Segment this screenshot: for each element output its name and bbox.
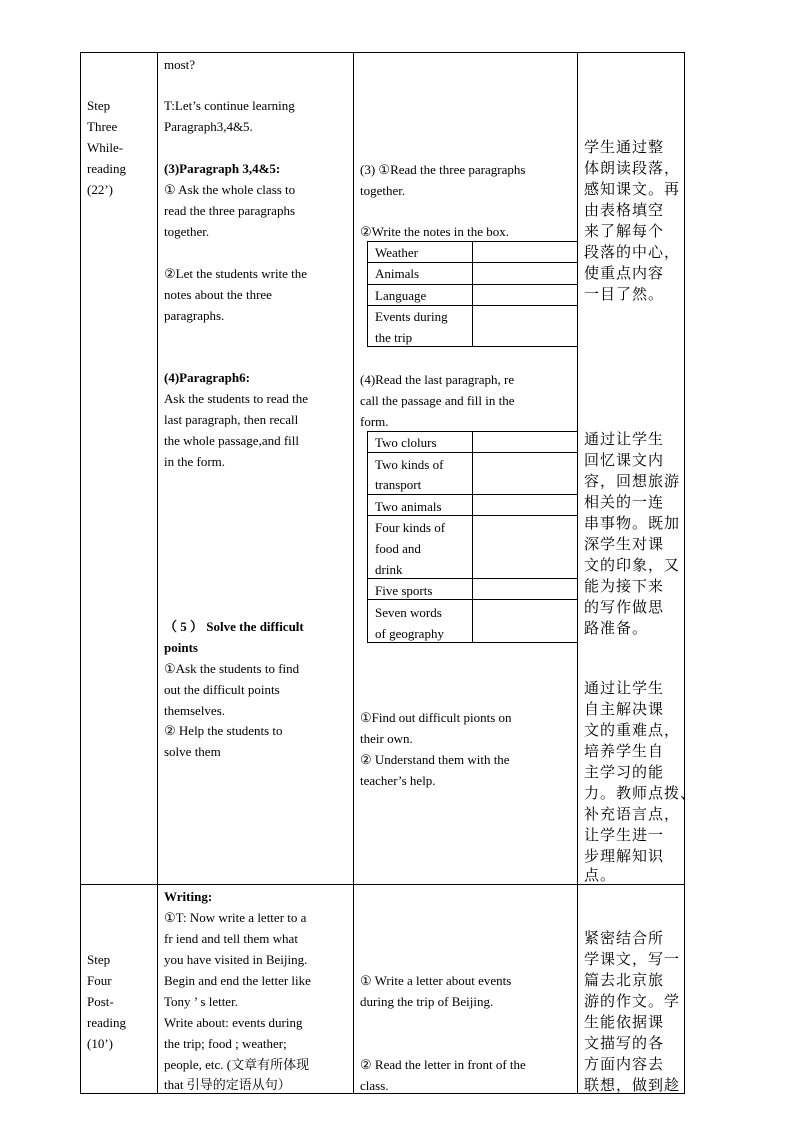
table-cell: Weather: [375, 245, 418, 260]
writing-heading: Writing:: [164, 889, 213, 904]
table-cell: Five sports: [375, 583, 433, 598]
table-cell: Two animals: [375, 499, 442, 514]
paragraph-heading: (3)Paragraph 3,4&5:: [164, 161, 281, 176]
table-cell: transport: [375, 477, 422, 492]
table-cell: Animals: [375, 266, 420, 281]
paragraph-heading: （ 5 ） Solve the difficult: [164, 619, 304, 634]
table-cell: Events during: [375, 309, 448, 324]
table-border-top: [80, 52, 685, 53]
lesson-plan-page: Step Three While- reading (22’) Step Four Post- reading (10’) most? T:Let’s continue learning Paragraph3,4&5. (3)Paragraph 3,4&5: ① Ask the whole class to read the three paragraphs together. ②Let the students write the notes about the three paragraphs. (4)Paragraph6: Ask the students to read the last paragraph, then recall the whole passage,and fill in the form. （ 5 ） Solve the difficult points ①Ask the students to find out the difficult points themselves. ② Help the students to solve them Writing: ①T: Now write a letter to a fr iend and tell them what you have visited in Beijing. Begin and end the letter like Tony ’ s letter. Write about: events during the trip; food ; weather; people, etc. (文章有所体现 that 引导的定语从句） (3) ①Read the three paragraphs together. ②Write the notes in the box. Weather Animals Language Events during the trip (4)Read the last paragraph, re call the passage and fill in the form. Two clolurs Two kinds of transport Two animals Four kinds of food and drink Five sports Seven words of geography ①Find out difficult pionts on their own. ② Understand them with the teacher’s help. ① Write a letter about events during the trip of Beijing. ② Read the letter in front of the class. 学生通过整 体朗读段落， 感知课文。再 由表格填空 来了解每个 段落的中心， 使重点内容 一目了然。 通过让学生 回忆课文内 容，回想旅游 相关的一连 串事物。既加 深学生对课 文的印象，又 能为接下来 的写作做思 路准备。 通过让学生 自主解决课 文的重难点， 培养学生自 主学习的能 力。教师点拨、 补充语言点， 让学生进一 步理解知识 点。 紧密结合所 学课文，写一 篇去北京旅 游的作文。学 生能依据课 文描写的各 方面内容去 联想，做到趁: [0, 0, 794, 1123]
table-cell: Seven words: [375, 605, 442, 620]
table-cell: Four kinds of: [375, 520, 446, 535]
column-divider-1: [157, 52, 158, 1094]
table-cell: food and: [375, 541, 421, 556]
table-cell: Two kinds of: [375, 457, 444, 472]
table-border-right: [684, 52, 685, 1094]
table-cell: the trip: [375, 330, 413, 345]
text-line: T:Let’s continue learning: [164, 98, 295, 113]
column-divider-2: [353, 52, 354, 1094]
table-cell: Two clolurs: [375, 435, 437, 450]
paragraph-heading: (4)Paragraph6:: [164, 370, 250, 385]
table-cell: Language: [375, 288, 427, 303]
table-border-left: [80, 52, 81, 1094]
table-cell: of geography: [375, 626, 444, 641]
table-cell: drink: [375, 562, 403, 577]
